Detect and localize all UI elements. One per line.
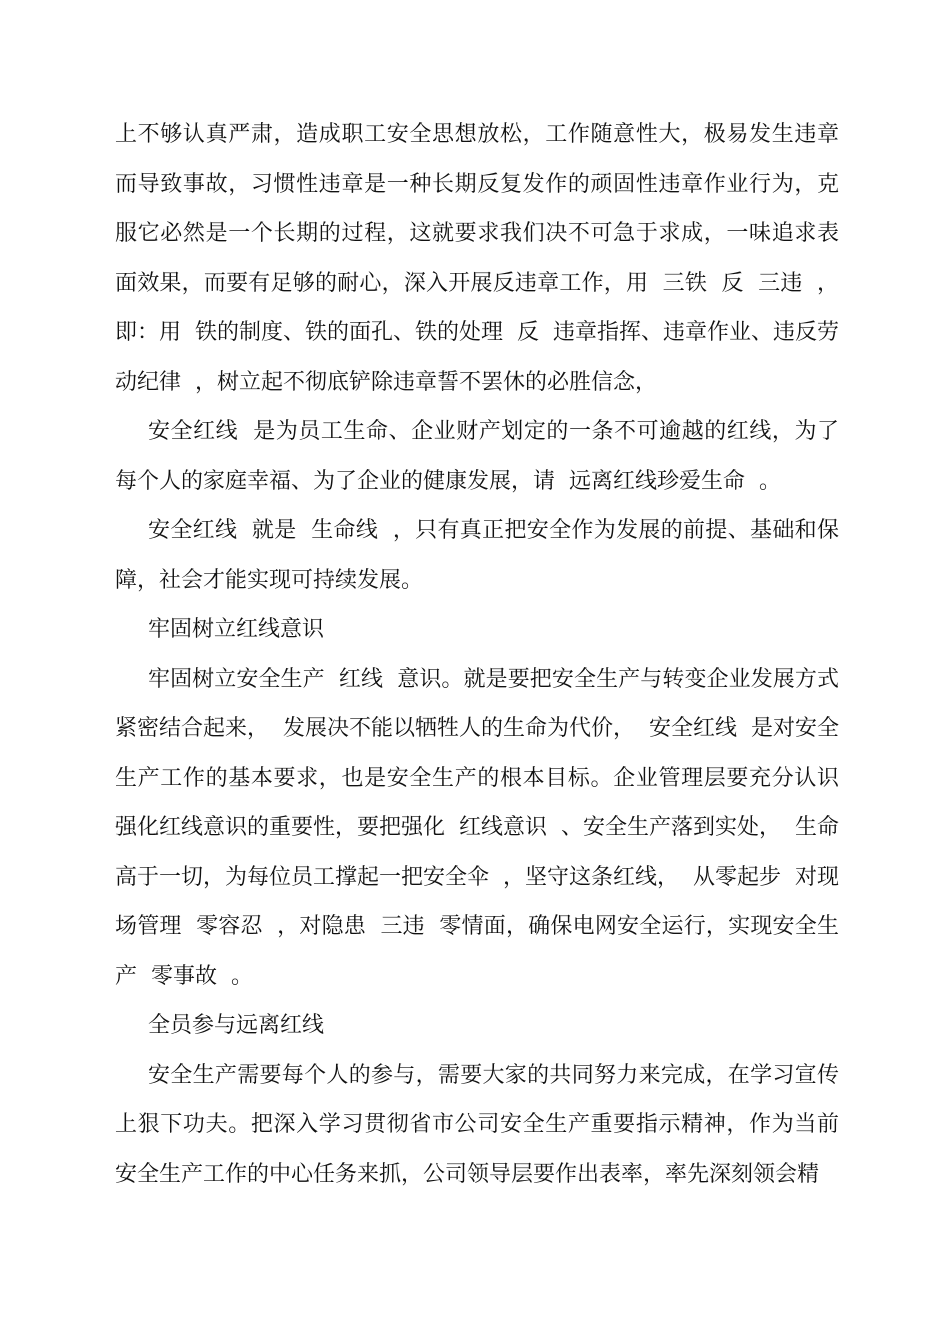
document-body	[115, 110, 839, 1199]
paragraph-safety-red-line: 安全红线 是为员工生命、企业财产划定的一条不可逾越的红线，为了每个人的家庭幸福、为了企业的健康发展，请 远离红线珍爱生命 。	[115, 419, 839, 494]
paragraph-lifeline: 安全红线 就是 生命线 ，只有真正把安全作为发展的前提、基础和保障，社会才能实现可持续发展。	[115, 518, 839, 593]
section-heading-red-line-awareness: 牢固树立红线意识	[148, 617, 325, 642]
paragraph-full-participation: 安全生产需要每个人的参与，需要大家的共同努力来完成，在学习宣传上狠下功夫。把深入学习贯彻省市公司安全生产重要指示精神，作为当前安全生产工作的中心任务来抓，公司领导层要作出表率，率先深刻领会精	[115, 1062, 839, 1187]
section-heading-full-participation: 全员参与远离红线	[148, 1013, 325, 1038]
paragraph-red-line-awareness: 牢固树立安全生产 红线 意识。就是要把安全生产与转变企业发展方式紧密结合起来， 发展决不能以牺牲人的生命为代价， 安全红线 是对安全生产工作的基本要求，也是安全生产的根本目标。企业管理层要充分认识强化红线意识的重要性，要把强化 红线意识 、安全生产落到实处， 生命高于一切，为每位员工撑起一把安全伞 ，坚守这条红线， 从零起步 对现场管理 零容忍 ，对隐患 三违 零情面，确保电网安全运行，实现安全生产 零事故 。	[115, 666, 839, 989]
paragraph-continuation: 上不够认真严肃，造成职工安全思想放松，工作随意性大，极易发生违章而导致事故，习惯性违章是一种长期反复发作的顽固性违章作业行为，克服它必然是一个长期的过程，这就要求我们决不可急于求成，一味追求表面效果，而要有足够的耐心，深入开展反违章工作，用 三铁 反 三违 ，即：用 铁的制度、铁的面孔、铁的处理 反 违章指挥、违章作业、违反劳动纪律 ，树立起不彻底铲除违章誓不罢休的必胜信念，	[115, 122, 839, 395]
